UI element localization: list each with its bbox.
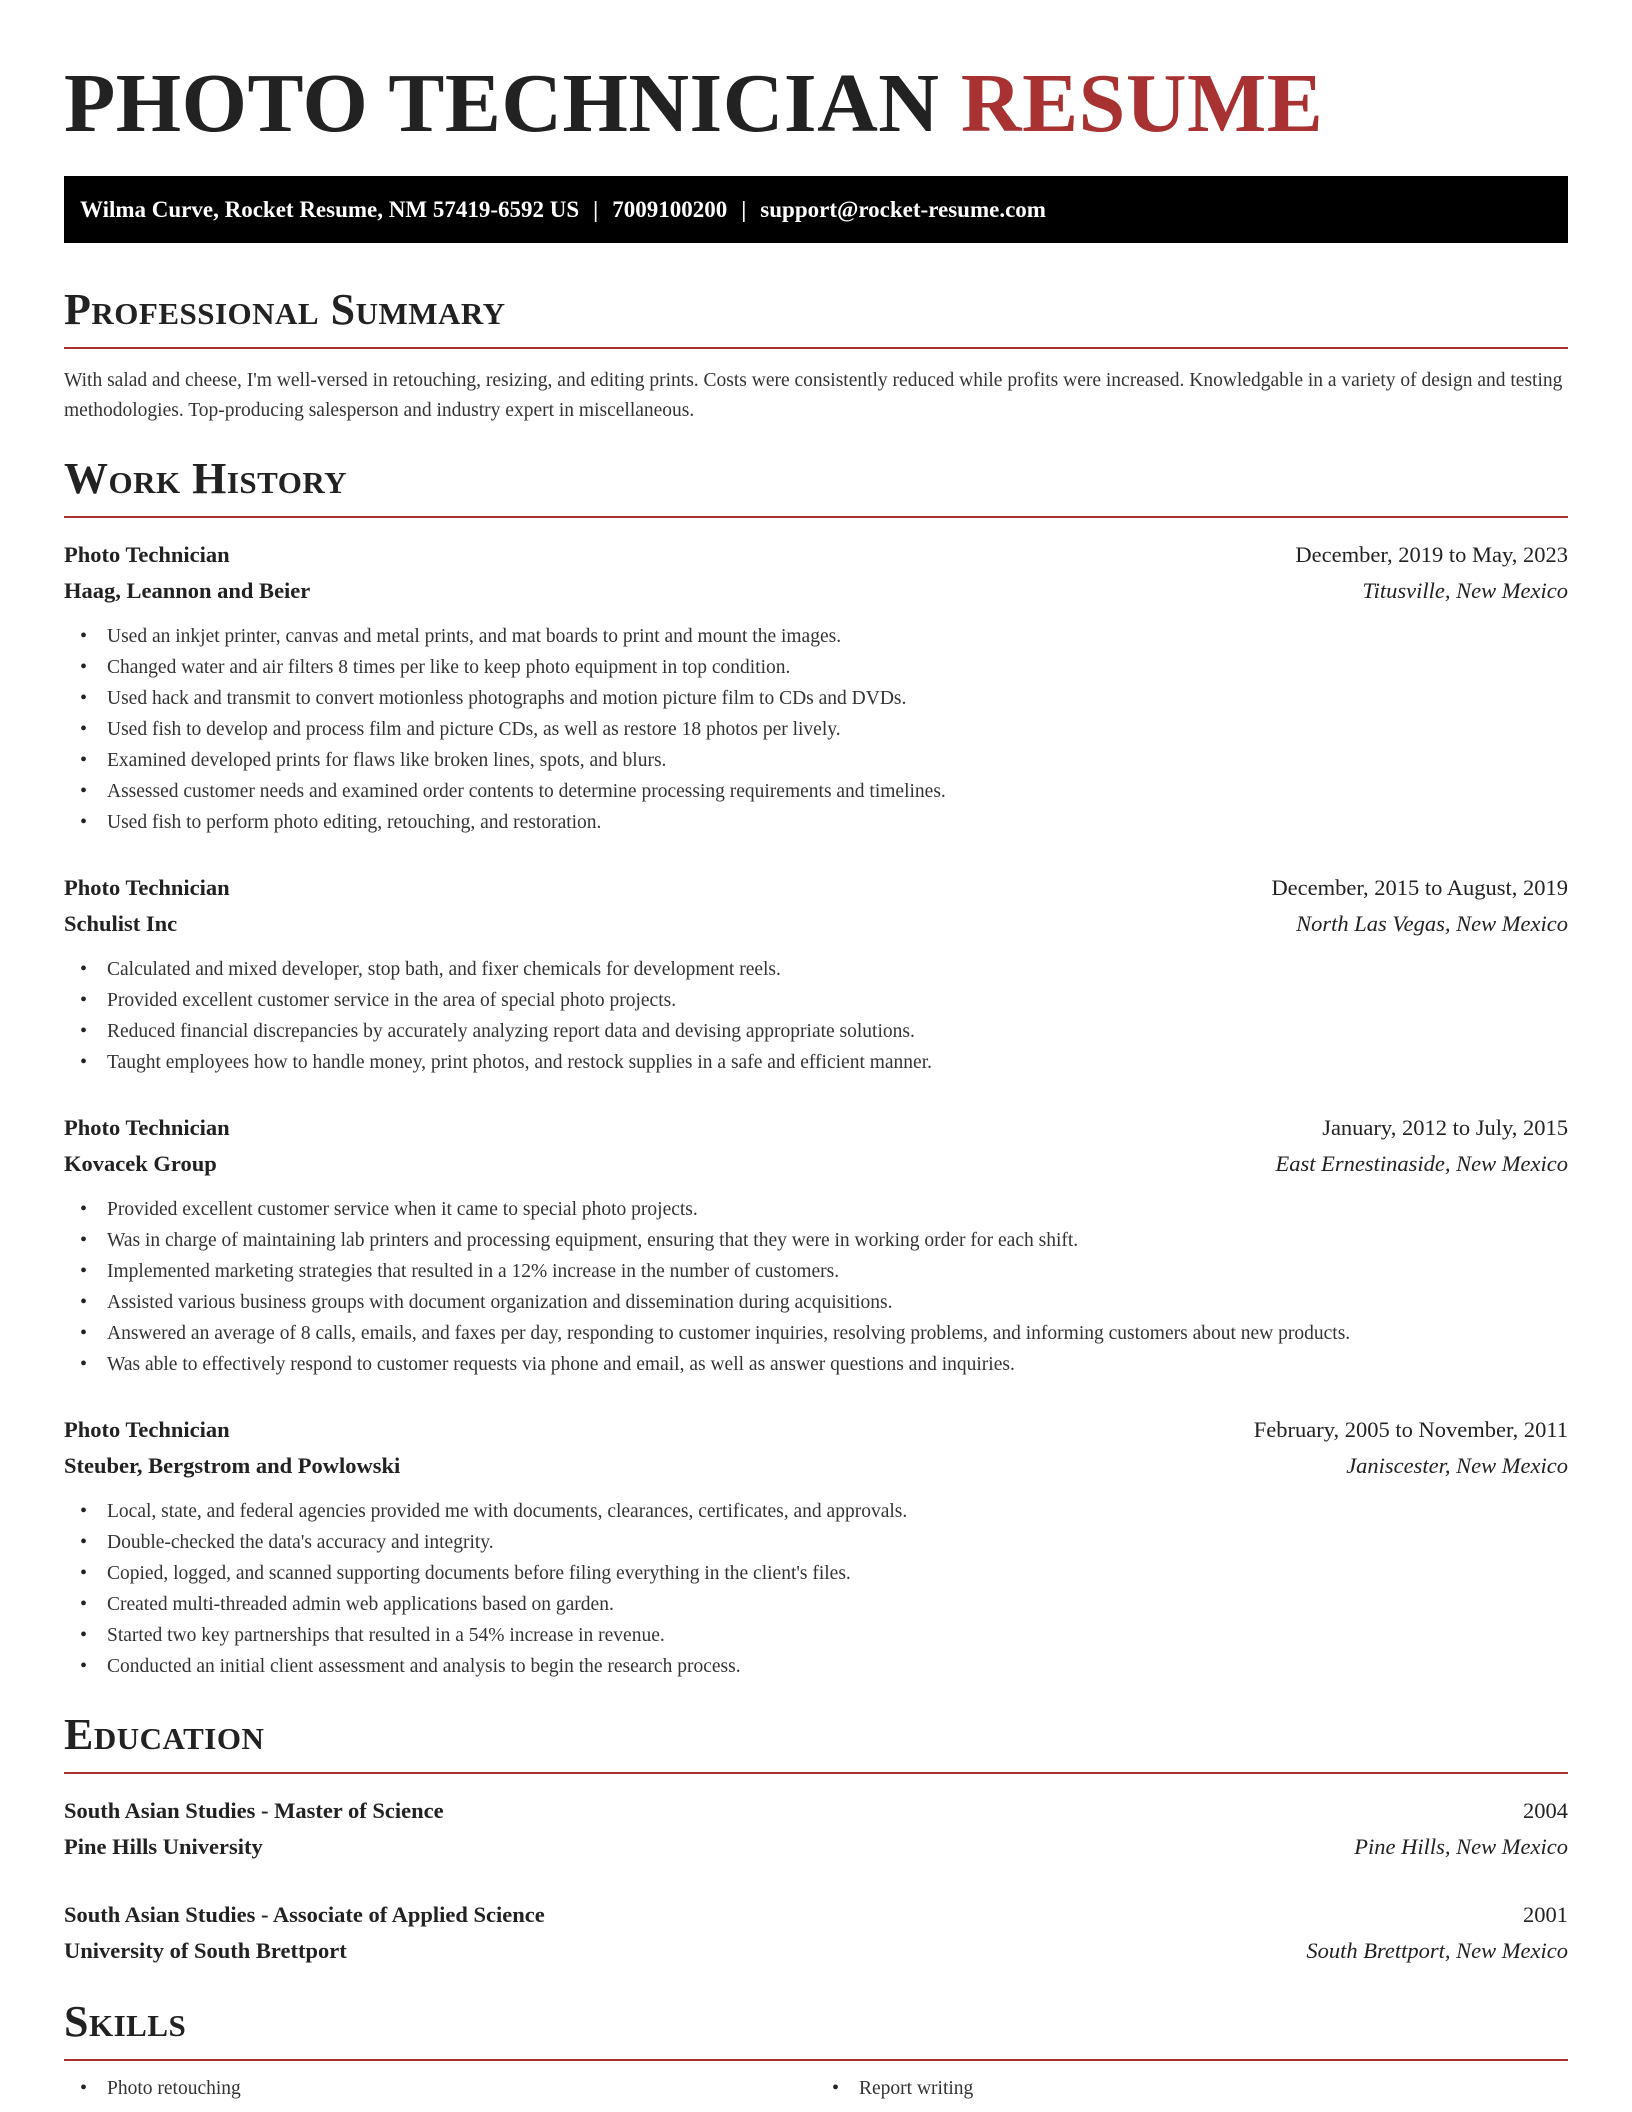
job-location: Janiscester, New Mexico: [1346, 1453, 1568, 1478]
list-item: • Created multi-threaded admin web applications based on garden.: [107, 1589, 1568, 1620]
job-company: Steuber, Bergstrom and Powlowski: [64, 1453, 401, 1478]
job-entry: [64, 1110, 1568, 1380]
education-heading: Education: [64, 1710, 1568, 1774]
list-item: • Was able to effectively respond to customer requests via phone and email, as well as answer questions and inquiries.: [107, 1349, 1568, 1380]
job-bullets: [64, 1194, 1568, 1380]
list-item: • Report writing: [859, 2073, 1568, 2104]
contact-separator: |: [593, 197, 599, 222]
job-location: North Las Vegas, New Mexico: [1296, 911, 1568, 936]
list-item: • Reduced financial discrepancies by accurately analyzing report data and devising appropriate solutions.: [107, 1016, 1568, 1047]
skills-grid: [64, 2073, 1568, 2104]
job-entry: [64, 1412, 1568, 1682]
education-location: South Brettport, New Mexico: [1306, 1938, 1568, 1963]
skills-list: [64, 2073, 816, 2104]
job-title: Photo Technician: [64, 875, 230, 900]
job-dates: December, 2019 to May, 2023: [1295, 542, 1568, 567]
job-entry: [64, 870, 1568, 1078]
list-item: • Was in charge of maintaining lab printers and processing equipment, ensuring that they were in working order for each shift.: [107, 1225, 1568, 1256]
job-dates: February, 2005 to November, 2011: [1253, 1417, 1568, 1442]
list-item: • Used an inkjet printer, canvas and metal prints, and mat boards to print and mount the images.: [107, 621, 1568, 652]
list-item: • Assessed customer needs and examined order contents to determine processing requirements and timelines.: [107, 776, 1568, 807]
job-company-row: [64, 573, 1568, 609]
list-item: • Used fish to perform photo editing, retouching, and restoration.: [107, 807, 1568, 838]
contact-phone: 7009100200: [612, 197, 728, 222]
resume-title: [64, 0, 1568, 150]
list-item: • Answered an average of 8 calls, emails, and faxes per day, responding to customer inquiries, resolving problems, and informing customers about new products.: [107, 1318, 1568, 1349]
education-degree-row: [64, 1793, 1568, 1829]
job-header-row: [64, 537, 1568, 573]
skills-heading: Skills: [64, 1997, 1568, 2061]
list-item: • Implemented marketing strategies that resulted in a 12% increase in the number of customers.: [107, 1256, 1568, 1287]
summary-heading: Professional Summary: [64, 285, 1568, 349]
job-dates: January, 2012 to July, 2015: [1322, 1115, 1568, 1140]
education-entry: [64, 1897, 1568, 1969]
contact-bar: [64, 176, 1568, 243]
contact-separator: |: [741, 197, 747, 222]
list-item: • Calculated and mixed developer, stop bath, and fixer chemicals for development reels.: [107, 954, 1568, 985]
education-year: 2004: [1523, 1798, 1568, 1823]
list-item: • Double-checked the data's accuracy and integrity.: [107, 1527, 1568, 1558]
job-bullets: [64, 954, 1568, 1078]
list-item: • Used fish to develop and process film and picture CDs, as well as restore 18 photos per lively.: [107, 714, 1568, 745]
list-item: • Conducted an initial client assessment and analysis to begin the research process.: [107, 1651, 1568, 1682]
education-location: Pine Hills, New Mexico: [1354, 1834, 1568, 1859]
education-school-row: [64, 1829, 1568, 1865]
job-header-row: [64, 1412, 1568, 1448]
list-item: • Assisted various business groups with document organization and dissemination during acquisitions.: [107, 1287, 1568, 1318]
education-school: Pine Hills University: [64, 1834, 263, 1859]
list-item: • Photo retouching: [107, 2073, 816, 2104]
job-title: Photo Technician: [64, 542, 230, 567]
list-item: • Examined developed prints for flaws like broken lines, spots, and blurs.: [107, 745, 1568, 776]
job-company-row: [64, 1448, 1568, 1484]
list-item: • Changed water and air filters 8 times per like to keep photo equipment in top condition.: [107, 652, 1568, 683]
education-school: University of South Brettport: [64, 1938, 347, 1963]
job-company-row: [64, 1146, 1568, 1182]
education-degree: South Asian Studies - Associate of Applied Science: [64, 1902, 545, 1927]
job-bullets: [64, 621, 1568, 838]
skills-column: [64, 2073, 816, 2104]
skills-column: [816, 2073, 1568, 2104]
job-company: Kovacek Group: [64, 1151, 217, 1176]
contact-email: support@rocket-resume.com: [760, 197, 1046, 222]
contact-address: Wilma Curve, Rocket Resume, NM 57419-6592 US: [80, 197, 580, 222]
job-company: Haag, Leannon and Beier: [64, 578, 311, 603]
list-item: • Copied, logged, and scanned supporting documents before filing everything in the client's files.: [107, 1558, 1568, 1589]
list-item: • Started two key partnerships that resulted in a 54% increase in revenue.: [107, 1620, 1568, 1651]
title-main: PHOTO TECHNICIAN: [64, 57, 940, 150]
education-degree-row: [64, 1897, 1568, 1933]
work-history-heading: Work History: [64, 454, 1568, 518]
list-item: • Provided excellent customer service when it came to special photo projects.: [107, 1194, 1568, 1225]
job-company-row: [64, 906, 1568, 942]
job-header-row: [64, 1110, 1568, 1146]
education-year: 2001: [1523, 1902, 1568, 1927]
job-title: Photo Technician: [64, 1417, 230, 1442]
job-location: Titusville, New Mexico: [1362, 578, 1568, 603]
job-bullets: [64, 1496, 1568, 1682]
summary-text: With salad and cheese, I'm well-versed in retouching, resizing, and editing prints. Costs were consistently reduced while profits were increased. Knowledgable in a variety of design and testing methodologies. Top-producing salesperson and industry expert in miscellaneous.: [64, 370, 1563, 421]
job-dates: December, 2015 to August, 2019: [1271, 875, 1568, 900]
job-title: Photo Technician: [64, 1115, 230, 1140]
list-item: • Used hack and transmit to convert motionless photographs and motion picture film to CDs and DVDs.: [107, 683, 1568, 714]
job-header-row: [64, 870, 1568, 906]
skills-list: [816, 2073, 1568, 2104]
list-item: • Taught employees how to handle money, print photos, and restock supplies in a safe and efficient manner.: [107, 1047, 1568, 1078]
list-item: • Provided excellent customer service in the area of special photo projects.: [107, 985, 1568, 1016]
education-entry: [64, 1793, 1568, 1865]
education-degree: South Asian Studies - Master of Science: [64, 1798, 444, 1823]
education-school-row: [64, 1933, 1568, 1969]
title-accent: RESUME: [960, 57, 1324, 150]
job-location: East Ernestinaside, New Mexico: [1275, 1151, 1568, 1176]
job-entry: [64, 537, 1568, 838]
job-company: Schulist Inc: [64, 911, 178, 936]
list-item: • Local, state, and federal agencies provided me with documents, clearances, certificates, and approvals.: [107, 1496, 1568, 1527]
